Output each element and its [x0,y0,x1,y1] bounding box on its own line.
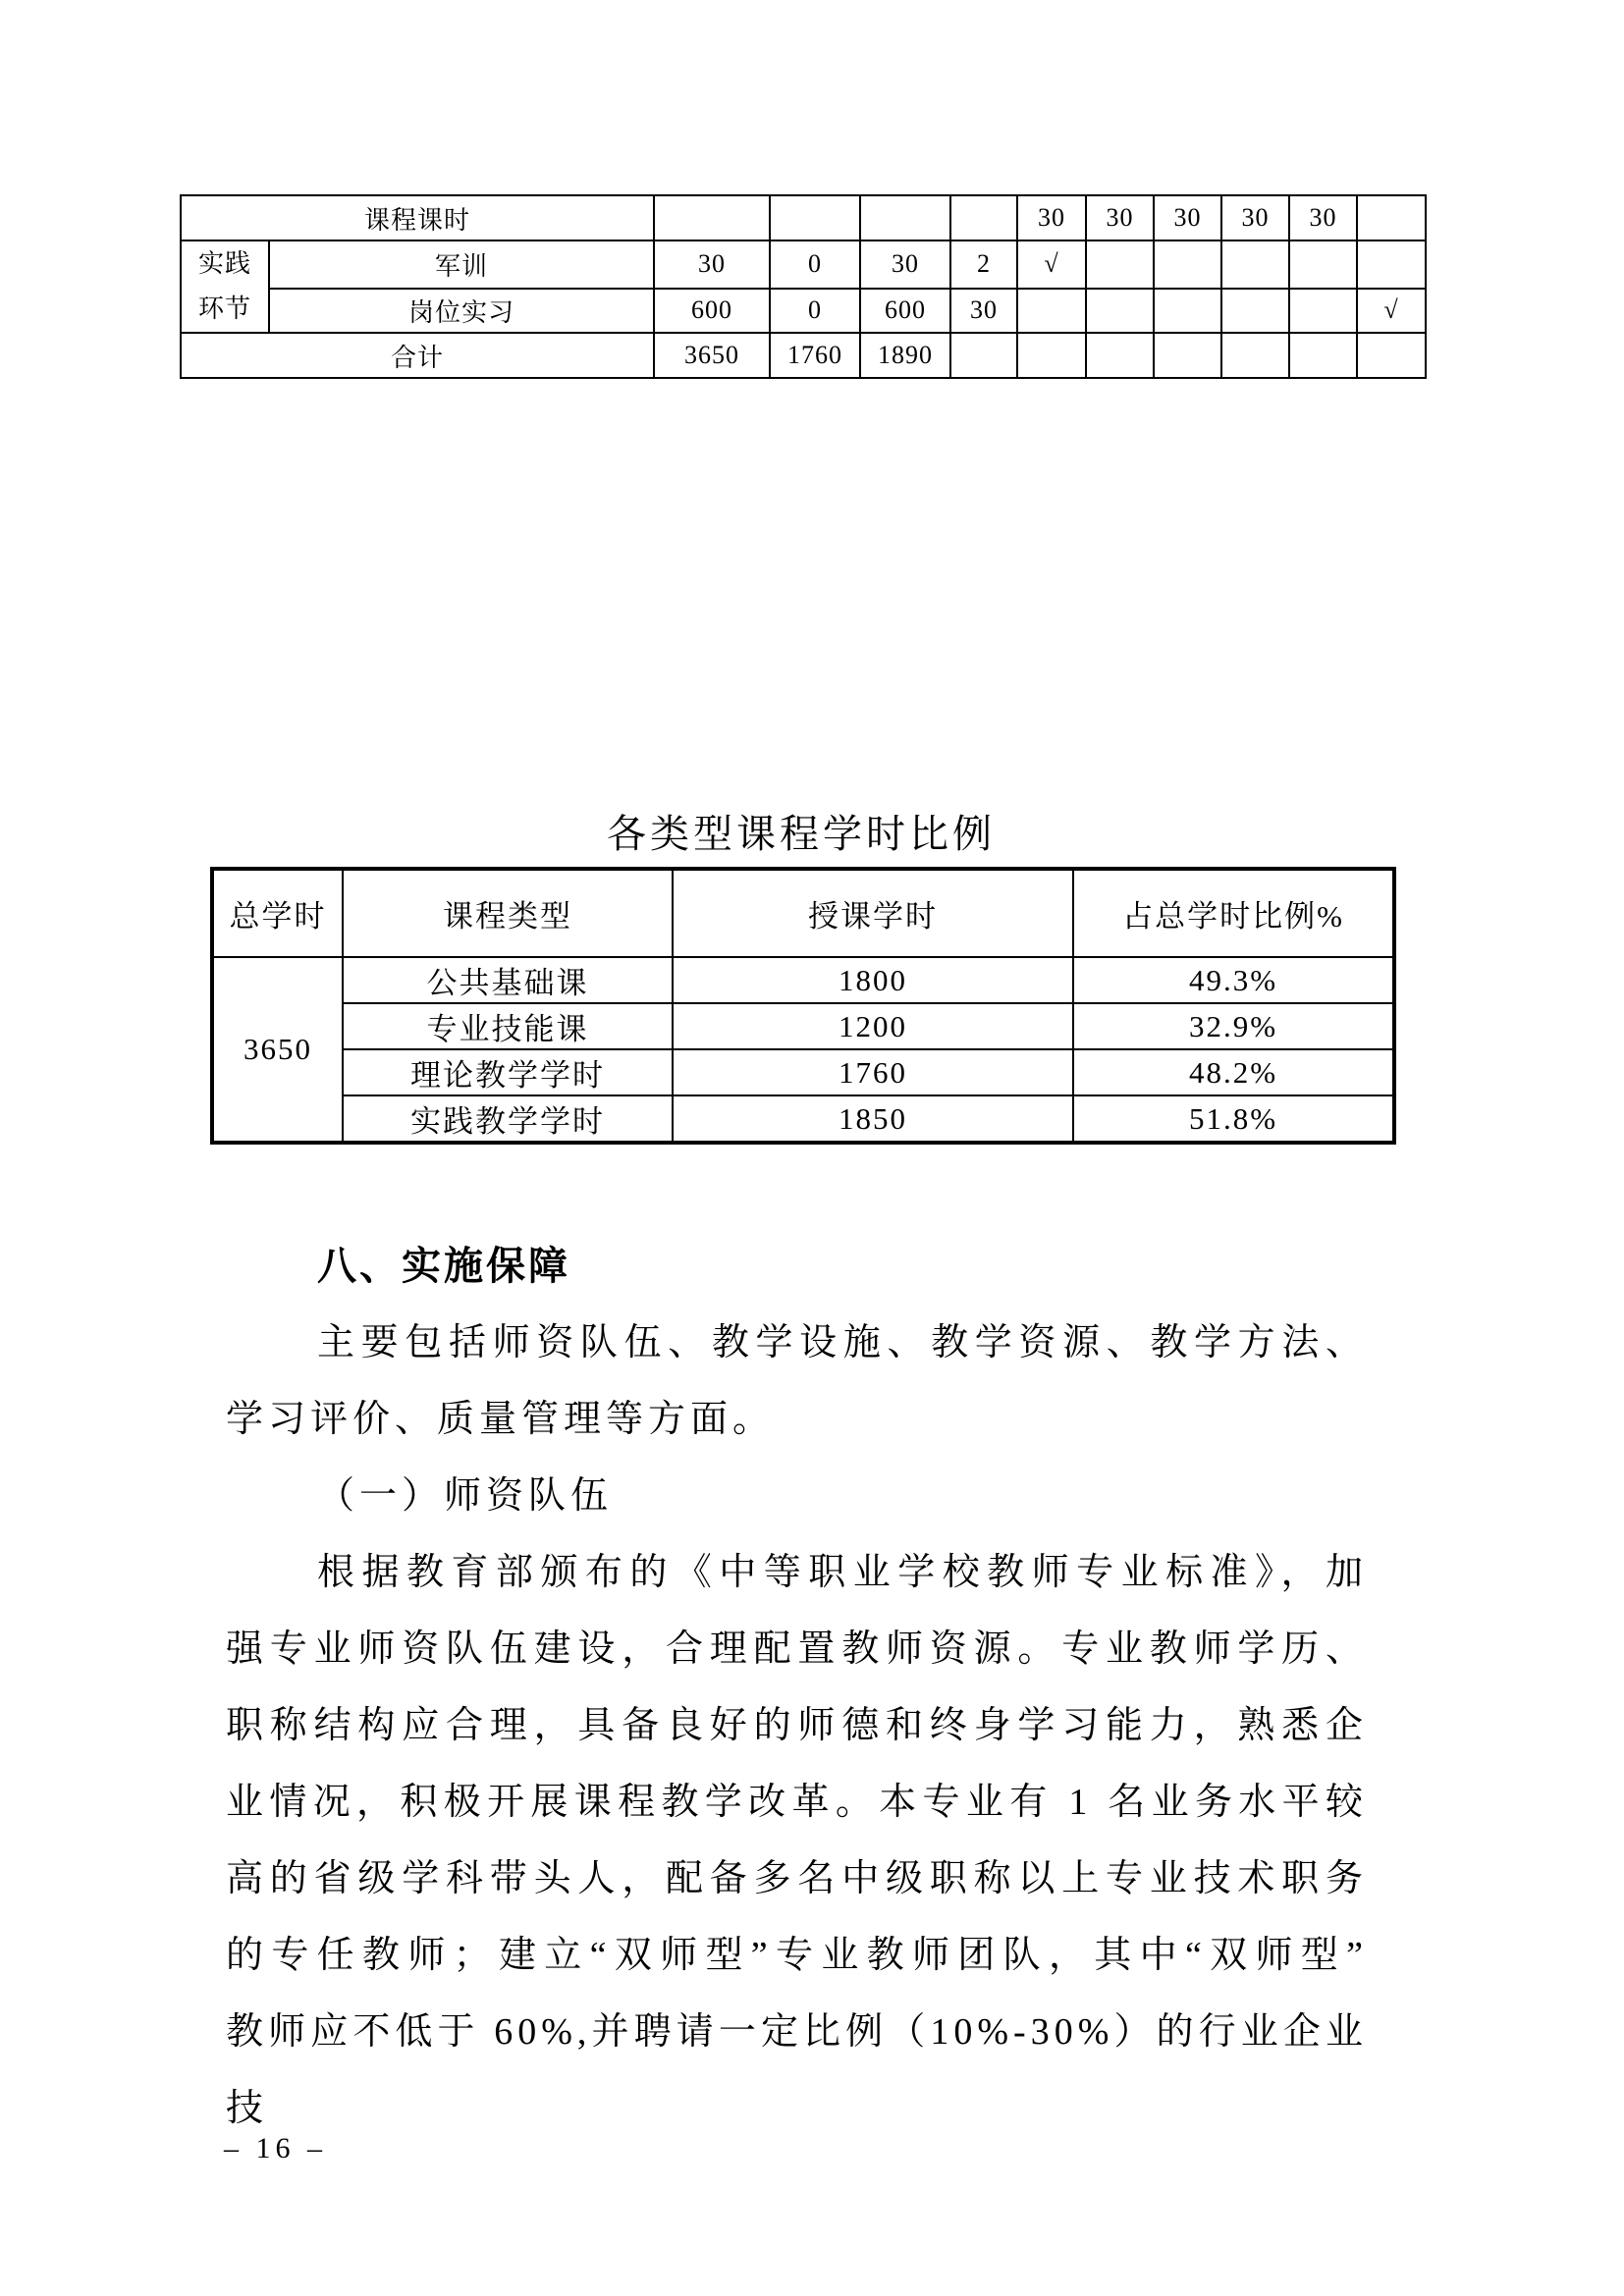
practice-section-label-line1: 实践 [197,249,251,278]
header-course-type: 课程类型 [343,869,673,957]
week-hours-cell: 30 [1154,195,1221,240]
empty-cell [1289,240,1357,289]
ratio-table-title: 各类型课程学时比例 [607,812,996,856]
course-name-cell: 岗位实习 [269,289,654,333]
empty-cell [1357,240,1426,289]
empty-cell [1086,333,1154,378]
empty-cell [1289,333,1357,378]
empty-cell [860,195,950,240]
table-row [212,957,1394,1003]
week-hours-cell: 30 [1221,195,1289,240]
hours-cell: 1760 [673,1049,1073,1095]
table-row-internship [181,289,1426,333]
paragraph-line: 职称结构应合理，具备良好的师德和终身学习能力，熟悉企 [226,1705,1368,1746]
table-row [212,1049,1394,1095]
empty-cell [654,195,770,240]
credits-cell: 2 [950,240,1017,289]
course-type-cell: 实践教学学时 [343,1095,673,1143]
practice-hours-cell: 600 [860,289,950,333]
table-row-military-training [181,240,1426,289]
section-heading: 八、实施保障 [317,1245,570,1288]
hours-cell: 1800 [673,957,1073,1003]
hours-cell: 1850 [673,1095,1073,1143]
checkmark-cell: √ [1357,289,1426,333]
practice-hours-cell: 30 [860,240,950,289]
empty-cell [1221,240,1289,289]
course-type-cell: 公共基础课 [343,957,673,1003]
checkmark-cell: √ [1017,240,1086,289]
empty-cell [1017,289,1086,333]
body-text [226,1228,1368,2129]
hours-ratio-table [210,867,1396,1145]
paragraph-line: 强专业师资队伍建设，合理配置教师资源。专业教师学历、 [226,1629,1368,1670]
theory-hours-cell: 0 [770,240,860,289]
theory-hours-cell: 0 [770,289,860,333]
total-hours-cell: 600 [654,289,770,333]
empty-cell [1357,195,1426,240]
week-hours-cell: 30 [1289,195,1357,240]
practice-section-label [181,240,269,333]
header-teaching-hours: 授课学时 [673,869,1073,957]
table-header-row [212,869,1394,957]
sub-section-heading: （一）师资队伍 [317,1475,614,1517]
paragraph-line: 根据教育部颁布的《中等职业学校教师专业标准》，加 [317,1552,1368,1593]
header-percentage: 占总学时比例% [1073,869,1394,957]
empty-cell [1017,333,1086,378]
paragraph-line: 教师应不低于 60%,并聘请一定比例（10%-30%）的行业企业技 [226,2011,1368,2129]
percent-cell: 32.9% [1073,1003,1394,1049]
page-number: – 16 – [224,2132,327,2164]
practice-section-label-line2: 环节 [197,294,251,323]
percent-cell: 49.3% [1073,957,1394,1003]
empty-cell [1357,333,1426,378]
course-hours-label: 课程课时 [181,195,654,240]
course-type-cell: 专业技能课 [343,1003,673,1049]
course-type-cell: 理论教学学时 [343,1049,673,1095]
percent-cell: 48.2% [1073,1049,1394,1095]
hours-cell: 1200 [673,1003,1073,1049]
paragraph-line: 的专任教师；建立“双师型”专业教师团队，其中“双师型” [226,1935,1368,1976]
table-row [212,1095,1394,1143]
practice-total-cell: 1890 [860,333,950,378]
credits-cell: 30 [950,289,1017,333]
theory-total-cell: 1760 [770,333,860,378]
percent-cell: 51.8% [1073,1095,1394,1143]
empty-cell [1154,289,1221,333]
empty-cell [1086,240,1154,289]
empty-cell [950,195,1017,240]
paragraph-line: 高的省级学科带头人，配备多名中级职称以上专业技术职务 [226,1858,1368,1899]
total-hours-value: 3650 [212,957,343,1143]
paragraph-line: 主要包括师资队伍、教学设施、教学资源、教学方法、 [317,1322,1368,1363]
table-row [181,195,1426,240]
course-name-cell: 军训 [269,240,654,289]
total-label-cell: 合计 [181,333,654,378]
table-row-total [181,333,1426,378]
empty-cell [1154,240,1221,289]
empty-cell [1289,289,1357,333]
practice-hours-table [180,194,1427,379]
week-hours-cell: 30 [1017,195,1086,240]
grand-total-cell: 3650 [654,333,770,378]
table-row [212,1003,1394,1049]
empty-cell [1154,333,1221,378]
paragraph-line: 业情况，积极开展课程教学改革。本专业有 1 名业务水平较 [226,1782,1368,1823]
empty-cell [1221,333,1289,378]
empty-cell [1221,289,1289,333]
week-hours-cell: 30 [1086,195,1154,240]
paragraph-line: 学习评价、质量管理等方面。 [226,1399,776,1440]
empty-cell [950,333,1017,378]
total-hours-cell: 30 [654,240,770,289]
header-total-hours: 总学时 [212,869,343,957]
empty-cell [770,195,860,240]
empty-cell [1086,289,1154,333]
